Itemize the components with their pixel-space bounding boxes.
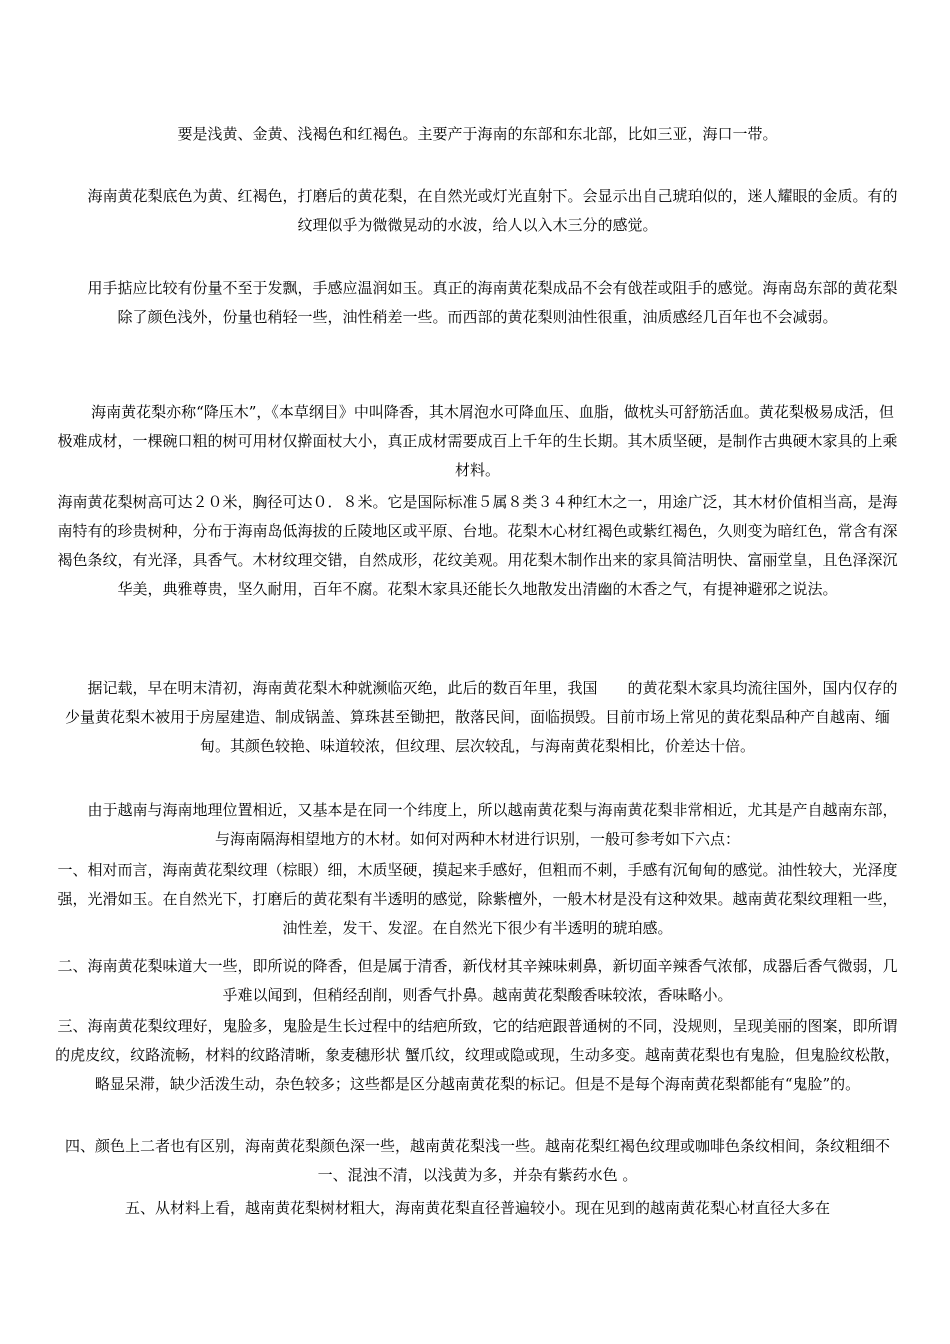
- list-item-5: 五、从材料上看，越南黄花梨树材粗大，海南黄花梨直径普遍较小。现在见到的越南黄花梨心材直径大多在: [124, 1199, 830, 1217]
- paragraph-4: 海南黄花梨亦称“降压木”，《本草纲目》中叫降香，其木屑泡水可降血压、血脂，做枕头可舒筋活血。黄花梨极易成活，但极难成材，一棵碗口粗的树可用材仅擀面杖大小，真正成材需要成百上千年的生长期。其木质坚硬，是制作古典硬木家具的上乘材料。: [57, 403, 898, 479]
- paragraph-6: 据记载，早在明末清初，海南黄花梨木种就濒临灭绝，此后的数百年里，我国 的黄花梨木家具均流往国外，国内仅存的少量黄花梨木被用于房屋建造、制成锅盖、算珠甚至锄把，散落民间，面临损毁。目前市场上常见的黄花梨品种产自越南、缅甸。其颜色较艳、味道较浓，但纹理、层次较乱，与海南黄花梨相比，价差达十倍。: [64, 679, 898, 755]
- list-item-2: 二、海南黄花梨味道大一些，即所说的降香，但是属于清香，新伐材其辛辣味刺鼻，新切面辛辣香气浓郁，成器后香气微弱，几乎难以闻到，但稍经刮削，则香气扑鼻。越南黄花梨酸香味较浓，香味略小。: [57, 957, 898, 1004]
- paragraph-3: 用手掂应比较有份量不至于发飘，手感应温润如玉。真正的海南黄花梨成品不会有戗茬或阻手的感觉。海南岛东部的黄花梨除了颜色浅外，份量也稍轻一些，油性稍差一些。而西部的黄花梨则油性很重，油质感经几百年也不会减弱。: [87, 279, 898, 326]
- paragraph-1: 要是浅黄、金黄、浅褐色和红褐色。主要产于海南的东部和东北部，比如三亚，海口一带。: [177, 125, 778, 143]
- paragraph-7: 由于越南与海南地理位置相近，又基本是在同一个纬度上，所以越南黄花梨与海南黄花梨非常相近，尤其是产自越南东部，与海南隔海相望地方的木材。如何对两种木材进行识别，一般可参考如下六点：: [87, 801, 898, 848]
- list-item-3: 三、海南黄花梨纹理好，鬼脸多，鬼脸是生长过程中的结疤所致，它的结疤跟普通树的不同，没规则，呈现美丽的图案，即所谓的虎皮纹，纹路流畅，材料的纹路清晰，象麦穗形状 蟹爪纹，纹理或隐或现，生动多变。越南黄花梨也有鬼脸，但鬼脸纹松散，略显呆滞，缺少活泼生动，杂色较多；这些都是区分越南黄花梨的标记。但是不是每个海南黄花梨都能有“鬼脸”的。: [55, 1017, 900, 1093]
- paragraph-5: 海南黄花梨树高可达２０米，胸径可达０．８米。它是国际标准５属８类３４种红木之一，用途广泛，其木材价值相当高，是海南特有的珍贵树种，分布于海南岛低海拔的丘陵地区或平原、台地。花梨木心材红褐色或紫红褐色，久则变为暗红色，常含有深褐色条纹，有光泽，具香气。木材纹理交错，自然成形，花纹美观。用花梨木制作出来的家具简洁明快、富丽堂皇，且色泽深沉华美，典雅尊贵，坚久耐用，百年不腐。花梨木家具还能长久地散发出清幽的木香之气，有提神避邪之说法。: [57, 493, 898, 598]
- list-item-4: 四、颜色上二者也有区别，海南黄花梨颜色深一些，越南黄花梨浅一些。越南花梨红褐色纹理或咖啡色条纹相间，条纹粗细不一、混浊不清，以浅黄为多，并杂有紫药水色 。: [64, 1137, 890, 1184]
- paragraph-2: 海南黄花梨底色为黄、红褐色，打磨后的黄花梨，在自然光或灯光直射下。会显示出自己琥珀似的，迷人耀眼的金质。有的纹理似乎为微微晃动的水波，给人以入木三分的感觉。: [87, 187, 898, 234]
- list-item-1: 一、相对而言，海南黄花梨纹理（棕眼）细，木质坚硬，摸起来手感好，但粗而不刺，手感有沉甸甸的感觉。油性较大，光泽度强，光滑如玉。在自然光下，打磨后的黄花梨有半透明的感觉，除紫檀外，一般木材是没有这种效果。越南黄花梨纹理粗一些，油性差，发干、发涩。在自然光下很少有半透明的琥珀感。: [57, 861, 898, 937]
